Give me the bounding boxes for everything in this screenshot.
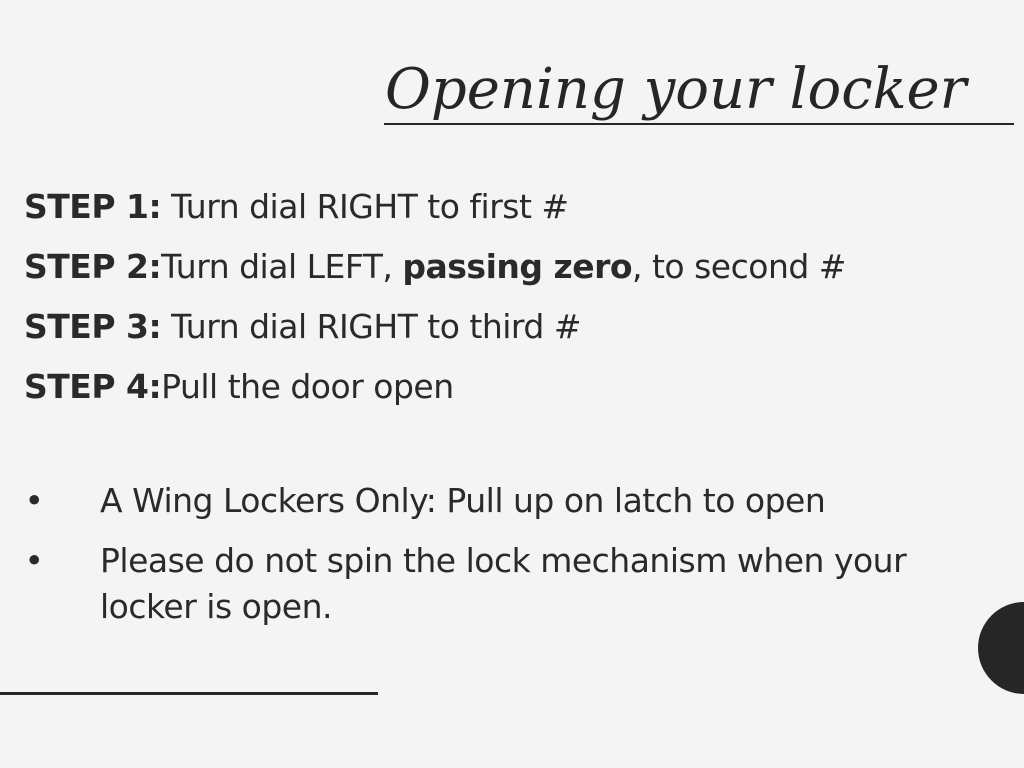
note-wing-lockers [24,478,984,524]
step-4-label: STEP 4: [24,367,162,406]
bullet-icon: • [24,481,44,520]
step-4-text: Pull the door open [161,367,454,406]
step-2-emphasis: passing zero [402,247,633,286]
step-2 [24,237,1004,297]
step-4 [24,357,1004,417]
title-underline [384,123,1014,125]
note-do-not-spin [24,538,984,630]
step-1-text: Turn dial RIGHT to first # [161,187,569,226]
step-1-label: STEP 1: [24,187,162,226]
step-2-text-end: , to second # [632,247,846,286]
note-text: A Wing Lockers Only: Pull up on latch to open [100,481,826,520]
step-3-text: Turn dial RIGHT to third # [161,307,582,346]
step-1 [24,177,1004,237]
step-3-label: STEP 3: [24,307,162,346]
notes-list [24,478,984,644]
bottom-rule [0,692,378,695]
note-text: Please do not spin the lock mechanism when your locker is open. [100,541,907,626]
steps-list [24,177,1004,417]
step-2-label: STEP 2: [24,247,162,286]
step-2-text: Turn dial LEFT, [161,247,403,286]
bullet-icon: • [24,541,44,580]
slide-title: Opening your locker [385,57,967,122]
step-3 [24,297,1004,357]
decorative-circle [978,602,1024,694]
